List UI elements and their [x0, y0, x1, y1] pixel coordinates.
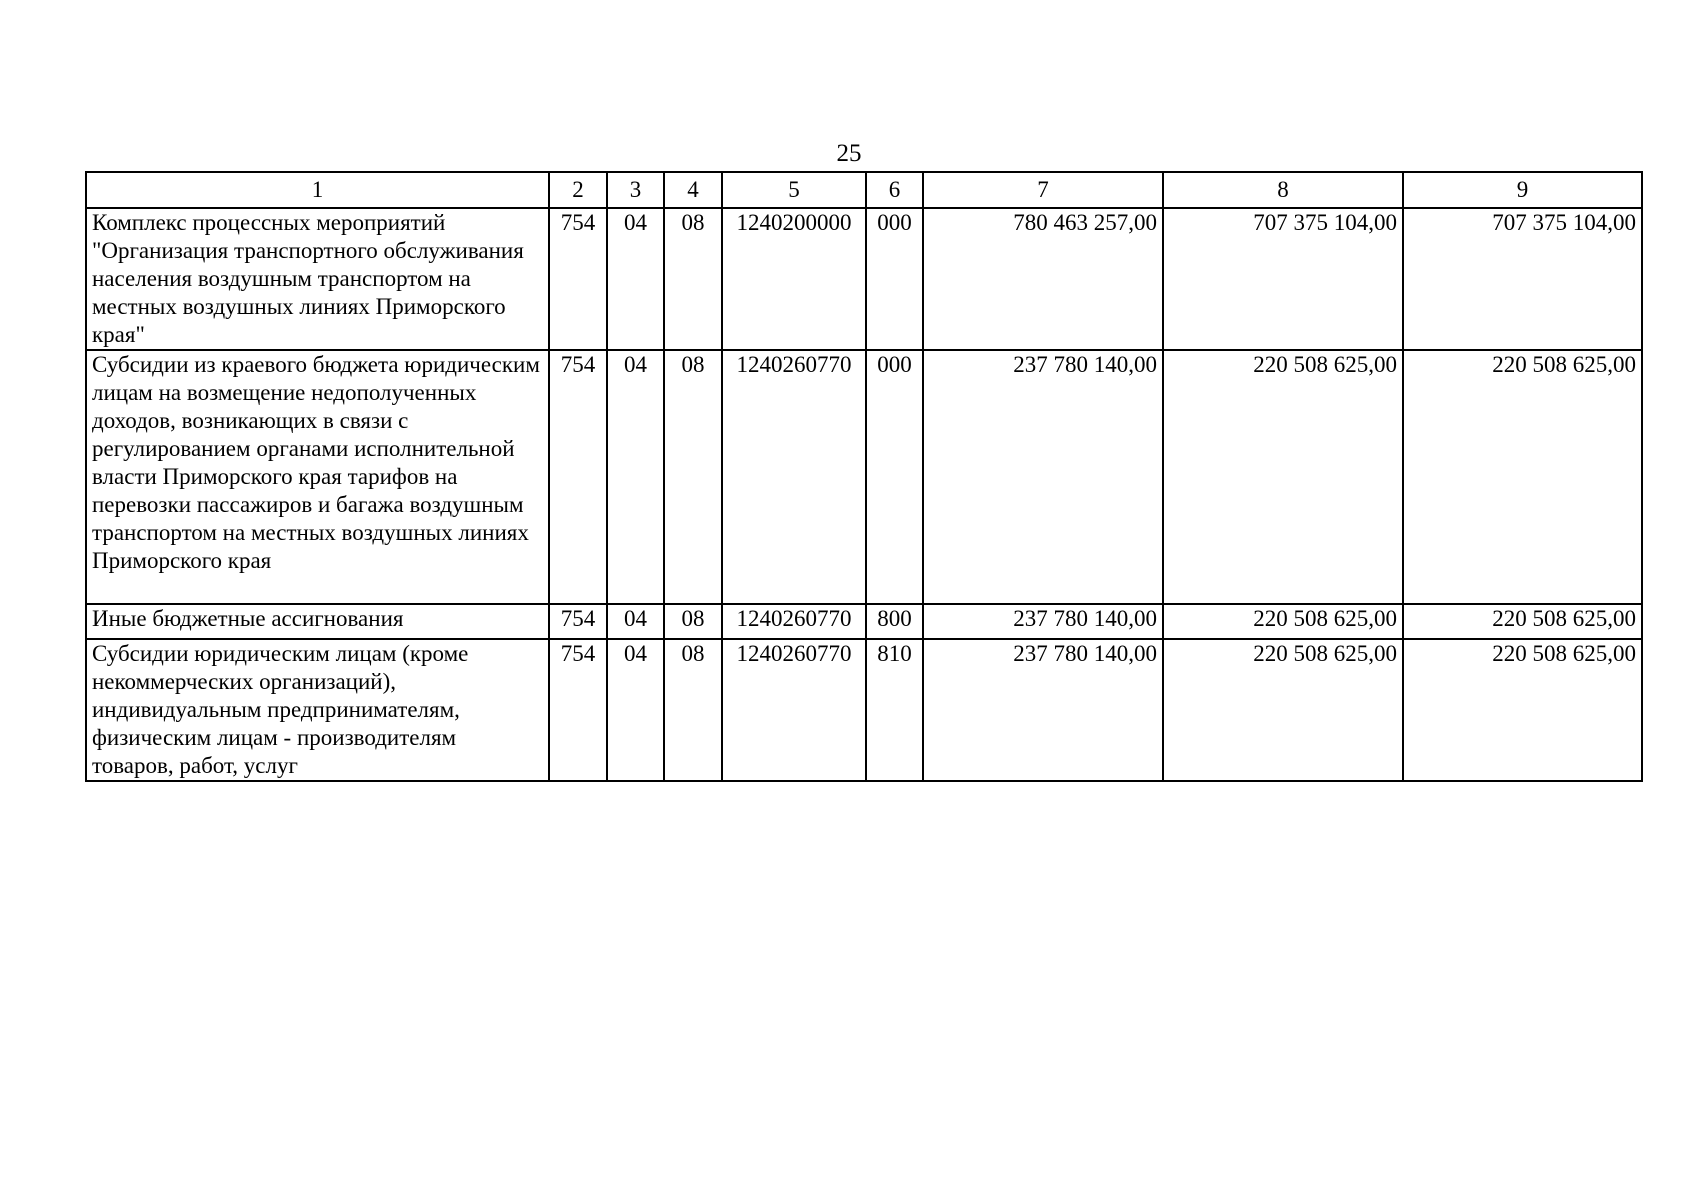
row-amount-col-9: 220 508 625,00	[1403, 604, 1642, 639]
row-code-col-5: 1240260770	[722, 604, 866, 639]
table-row	[86, 639, 1642, 781]
header-col-5: 5	[722, 172, 866, 208]
row-amount-col-8: 220 508 625,00	[1163, 639, 1403, 781]
header-col-1: 1	[86, 172, 549, 208]
budget-table	[85, 171, 1643, 782]
row-code-col-3: 04	[607, 208, 664, 350]
page-number: 25	[836, 140, 862, 167]
table-body	[86, 208, 1642, 781]
header-col-4: 4	[664, 172, 722, 208]
header-col-6: 6	[866, 172, 923, 208]
row-name: Субсидии юридическим лицам (кроме некоммерческих организаций), индивидуальным предпринимателям, физическим лицам - производителям товаров, работ, услуг	[86, 639, 549, 781]
row-amount-col-9: 707 375 104,00	[1403, 208, 1642, 350]
row-code-col-6: 810	[866, 639, 923, 781]
row-amount-col-8: 707 375 104,00	[1163, 208, 1403, 350]
table-header	[86, 172, 1642, 208]
row-code-col-4: 08	[664, 350, 722, 604]
table-row	[86, 208, 1642, 350]
row-code-col-6: 800	[866, 604, 923, 639]
row-name: Субсидии из краевого бюджета юридическим лицам на возмещение недополученных доходов, возникающих в связи с регулированием органами исполнительной власти Приморского края тарифов на перевозки пассажиров и багажа воздушным транспортом на местных воздушных линиях Приморского края	[86, 350, 549, 604]
header-row	[86, 172, 1642, 208]
row-code-col-6: 000	[866, 208, 923, 350]
row-code-col-4: 08	[664, 208, 722, 350]
row-code-col-2: 754	[549, 208, 607, 350]
row-code-col-4: 08	[664, 639, 722, 781]
row-code-col-3: 04	[607, 604, 664, 639]
row-amount-col-7: 237 780 140,00	[923, 639, 1163, 781]
row-code-col-6: 000	[866, 350, 923, 604]
row-amount-col-7: 237 780 140,00	[923, 604, 1163, 639]
row-name: Комплекс процессных мероприятий "Организация транспортного обслуживания населения воздушным транспортом на местных воздушных линиях Приморского края"	[86, 208, 549, 350]
header-col-3: 3	[607, 172, 664, 208]
row-code-col-5: 1240260770	[722, 639, 866, 781]
row-amount-col-8: 220 508 625,00	[1163, 350, 1403, 604]
row-amount-col-7: 237 780 140,00	[923, 350, 1163, 604]
row-name: Иные бюджетные ассигнования	[86, 604, 549, 639]
row-code-col-5: 1240260770	[722, 350, 866, 604]
row-code-col-2: 754	[549, 639, 607, 781]
row-code-col-3: 04	[607, 639, 664, 781]
row-code-col-2: 754	[549, 604, 607, 639]
row-amount-col-9: 220 508 625,00	[1403, 350, 1642, 604]
table-row	[86, 604, 1642, 639]
header-col-7: 7	[923, 172, 1163, 208]
table-row	[86, 350, 1642, 604]
header-col-8: 8	[1163, 172, 1403, 208]
row-code-col-5: 1240200000	[722, 208, 866, 350]
row-code-col-2: 754	[549, 350, 607, 604]
header-col-2: 2	[549, 172, 607, 208]
row-amount-col-9: 220 508 625,00	[1403, 639, 1642, 781]
row-code-col-4: 08	[664, 604, 722, 639]
row-amount-col-8: 220 508 625,00	[1163, 604, 1403, 639]
row-amount-col-7: 780 463 257,00	[923, 208, 1163, 350]
header-col-9: 9	[1403, 172, 1642, 208]
row-code-col-3: 04	[607, 350, 664, 604]
